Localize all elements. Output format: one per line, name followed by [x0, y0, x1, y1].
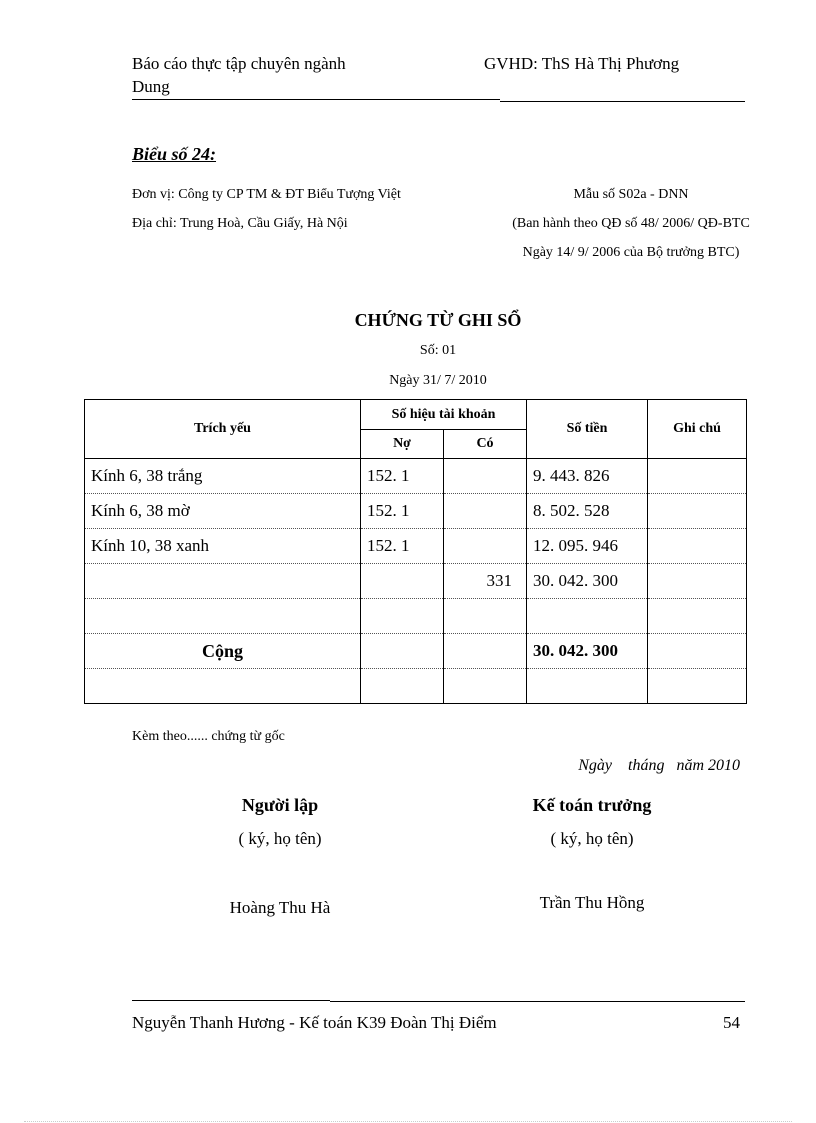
voucher-table-wrap	[84, 399, 747, 704]
row-debit	[361, 599, 444, 634]
row-credit: 331	[444, 564, 527, 599]
header-left-line1: Báo cáo thực tập chuyên ngành	[132, 54, 346, 73]
address-line: Địa chỉ: Trung Hoà, Cầu Giấy, Hà Nội	[132, 216, 348, 231]
row-amount	[527, 669, 648, 704]
row-note	[648, 459, 747, 494]
row-description	[85, 599, 361, 634]
header-left-line2: Dung	[132, 77, 170, 96]
attachment-line: Kèm theo...... chứng từ gốc	[132, 729, 285, 744]
header-right: GVHD: ThS Hà Thị Phương	[484, 54, 680, 73]
voucher-table	[84, 399, 747, 704]
document-date: Ngày 31/ 7/ 2010	[389, 373, 487, 388]
row-credit	[444, 459, 527, 494]
row-note	[648, 599, 747, 634]
total-amount: 30. 042. 300	[527, 634, 648, 669]
header-rule-right	[500, 101, 745, 102]
document-number: Số: 01	[419, 343, 457, 358]
col-amount-header: Số tiền	[527, 400, 648, 459]
row-note	[648, 494, 747, 529]
preparer-sub: ( ký, họ tên)	[238, 829, 322, 848]
row-note	[648, 564, 747, 599]
table-row	[85, 494, 747, 529]
document-title: CHỨNG TỪ GHI SỔ	[354, 310, 522, 330]
col-description-header: Trích yếu	[85, 400, 361, 459]
page-number: 54	[723, 1013, 740, 1032]
table-row	[85, 669, 747, 704]
row-credit	[444, 669, 527, 704]
footer-text: Nguyễn Thanh Hương - Kế toán K39 Đoàn Thị Điểm	[132, 1013, 497, 1032]
unit-line: Đơn vị: Công ty CP TM & ĐT Biểu Tượng Việt	[132, 187, 401, 202]
col-account-group-header: Số hiệu tài khoản	[361, 400, 527, 430]
footer-rule-right	[330, 1001, 745, 1002]
template-code: Mẫu số S02a - DNN	[573, 187, 689, 202]
chief-accountant-sub: ( ký, họ tên)	[550, 829, 634, 848]
row-credit	[444, 599, 527, 634]
row-debit	[361, 669, 444, 704]
row-debit	[361, 634, 444, 669]
row-amount: 30. 042. 300	[527, 564, 648, 599]
preparer-name: Hoàng Thu Hà	[229, 898, 331, 917]
row-debit: 152. 1	[361, 494, 444, 529]
row-amount: 12. 095. 946	[527, 529, 648, 564]
row-note	[648, 529, 747, 564]
chief-accountant-name: Trần Thu Hồng	[539, 893, 645, 912]
row-credit	[444, 634, 527, 669]
row-description: Kính 6, 38 mờ	[85, 494, 361, 529]
table-row	[85, 459, 747, 494]
form-number-title: Biểu số 24:	[132, 144, 217, 164]
row-amount: 8. 502. 528	[527, 494, 648, 529]
row-amount	[527, 599, 648, 634]
row-description	[85, 669, 361, 704]
issued-line1: (Ban hành theo QĐ số 48/ 2006/ QĐ-BTC	[512, 216, 750, 231]
col-debit-header: Nợ	[361, 430, 444, 459]
header-rule-left	[132, 99, 500, 100]
preparer-title: Người lập	[241, 795, 319, 815]
table-row	[85, 564, 747, 599]
row-debit	[361, 564, 444, 599]
row-description: Kính 10, 38 xanh	[85, 529, 361, 564]
col-note-header: Ghi chú	[648, 400, 747, 459]
total-label: Cộng	[85, 634, 361, 669]
footer-rule-left	[132, 1000, 330, 1001]
row-credit	[444, 494, 527, 529]
row-note	[648, 669, 747, 704]
sign-date: Ngày tháng năm 2010	[578, 757, 740, 774]
col-credit-header: Có	[444, 430, 527, 459]
row-description	[85, 564, 361, 599]
row-debit: 152. 1	[361, 459, 444, 494]
row-amount: 9. 443. 826	[527, 459, 648, 494]
table-row	[85, 599, 747, 634]
table-row	[85, 529, 747, 564]
table-row-total	[85, 634, 747, 669]
issued-line2: Ngày 14/ 9/ 2006 của Bộ trưởng BTC)	[522, 245, 740, 260]
chief-accountant-title: Kế toán trưởng	[532, 795, 652, 815]
row-note	[648, 634, 747, 669]
page-edge	[24, 1121, 792, 1122]
row-debit: 152. 1	[361, 529, 444, 564]
row-credit	[444, 529, 527, 564]
row-description: Kính 6, 38 trắng	[85, 459, 361, 494]
